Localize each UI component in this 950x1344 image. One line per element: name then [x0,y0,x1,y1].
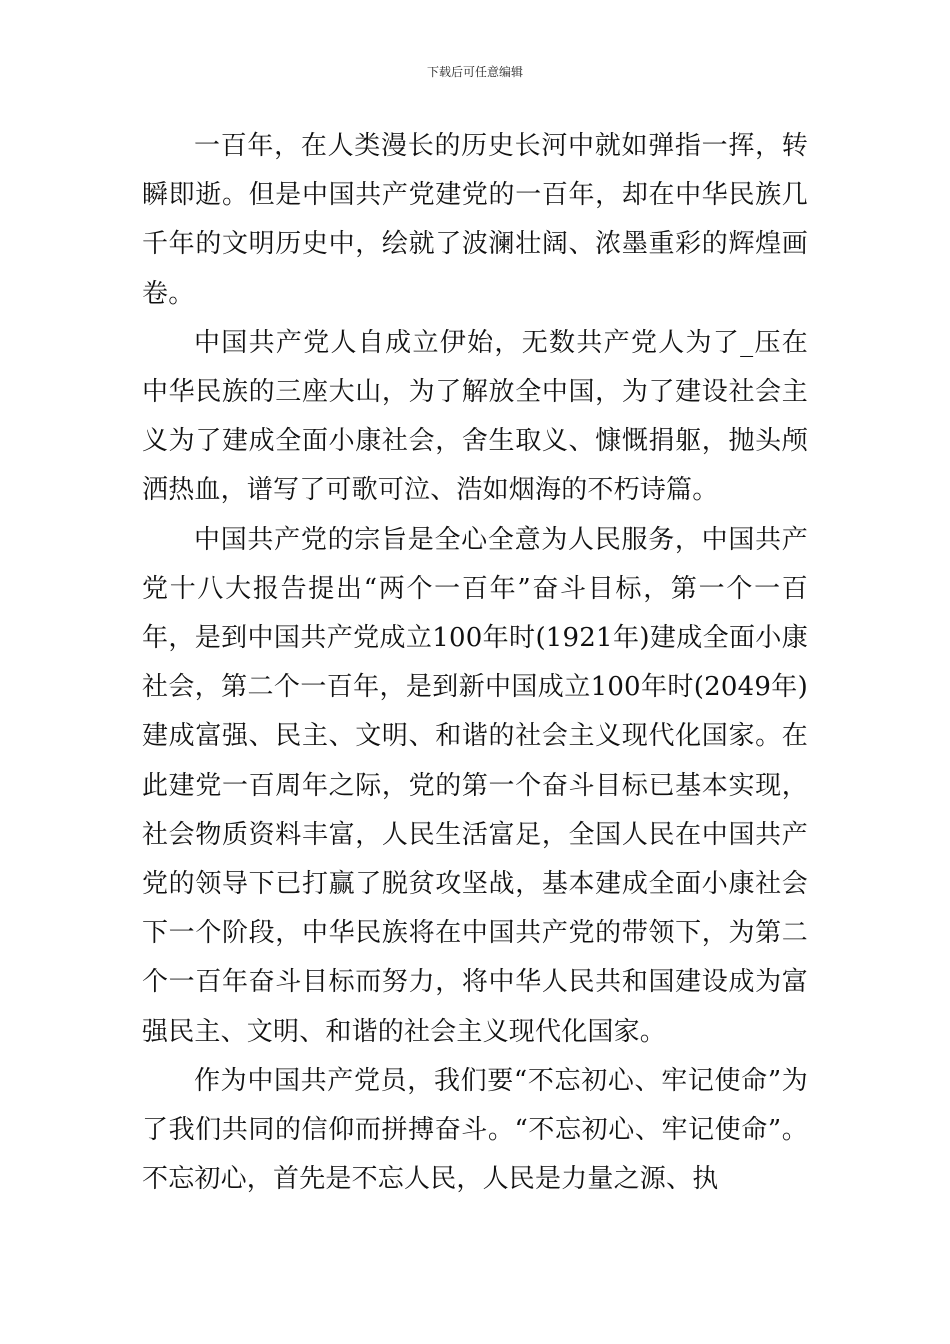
paragraph-1: 一百年，在人类漫长的历史长河中就如弹指一挥，转瞬即逝。但是中国共产党建党的一百年，却在中华民族几千年的文明历史中，绘就了波澜壮阔、浓墨重彩的辉煌画卷。 [142,131,808,309]
paragraph-4: 作为中国共产党员，我们要“不忘初心、牢记使命”为了我们共同的信仰而拼搏奋斗。“不忘初心、牢记使命”。不忘初心，首先是不忘人民，人民是力量之源、执 [142,1065,808,1195]
document-body [142,122,808,1204]
page-header: 下载后可任意编辑 [426,65,523,79]
paragraph-3: 中国共产党的宗旨是全心全意为人民服务，中国共产党十八大报告提出“两个一百年”奋斗目标，第一个一百年，是到中国共产党成立100年时(1921年)建成全面小康社会，第二个一百年，是到新中国成立100年时(2049年)建成富强、民主、文明、和谐的社会主义现代化国家。在此建党一百周年之际，党的第一个奋斗目标已基本实现，社会物质资料丰富，人民生活富足，全国人民在中国共产党的领导下已打赢了脱贫攻坚战，基本建成全面小康社会下一个阶段，中华民族将在中国共产党的带领下，为第二个一百年奋斗目标而努力，将中华人民共和国建设成为富强民主、文明、和谐的社会主义现代化国家。 [142,524,808,1047]
paragraph-2: 中国共产党人自成立伊始，无数共产党人为了_压在中华民族的三座大山，为了解放全中国，为了建设社会主义为了建成全面小康社会，舍生取义、慷慨捐躯，抛头颅洒热血，谱写了可歌可泣、浩如烟海的不朽诗篇。 [142,327,808,506]
